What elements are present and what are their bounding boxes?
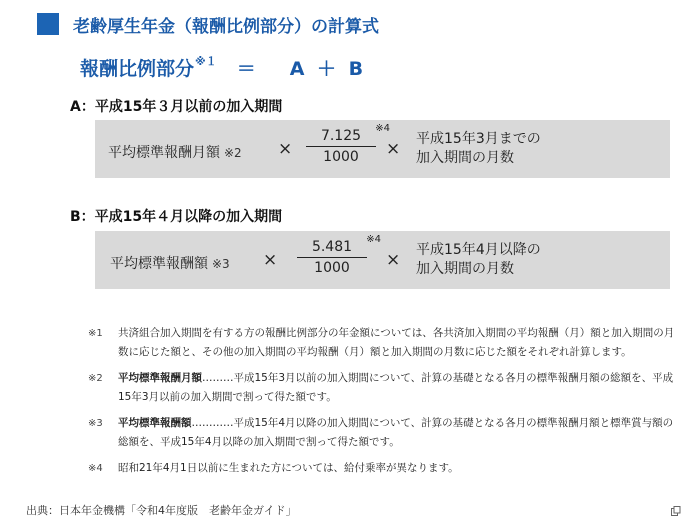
period-a-numerator-value: 7.125 <box>320 128 362 144</box>
period-b-label-text: 平均標準報酬額 <box>110 256 208 272</box>
footnote-2-text: ………平成15年3月以前の加入期間について、計算の基礎となる各月の標準報酬月額の総額を、平成15年3月以前の加入期間で割って得た額です。 <box>118 372 674 403</box>
period-b-numerator <box>297 234 381 258</box>
period-b-times-1: × <box>263 250 278 270</box>
title-marker <box>37 13 59 35</box>
period-a-numerator <box>306 123 390 147</box>
period-b-formula-box <box>95 231 670 289</box>
period-a-label-text: 平均標準報酬月額 <box>108 145 220 161</box>
period-a-times-1: × <box>278 139 293 159</box>
period-b-desc-line1: 平成15年4月以降の <box>416 242 541 258</box>
period-b-times-2: × <box>386 250 401 270</box>
period-a-label-note: ※2 <box>224 146 242 160</box>
period-b-heading: B：平成15年４月以降の加入期間 <box>70 209 283 225</box>
period-b-label <box>110 253 230 273</box>
footnote-4-mark: ※4 <box>88 463 103 474</box>
footnote-3-text: …………平成15年4月以降の加入期間について、計算の基礎となる各月の標準報酬月額と標準賞与額の総額を、平成15年4月以降の加入期間で割って得た額です。 <box>118 417 674 448</box>
period-b-description <box>416 241 541 279</box>
footnote-1 <box>88 324 678 362</box>
source-citation: 出典：日本年金機構「令和4年度版 老齢年金ガイド」 <box>26 504 297 517</box>
period-b-numerator-note: ※4 <box>366 234 381 245</box>
period-b-denominator: 1000 <box>314 260 350 276</box>
period-a-desc-line2: 加入期間の月数 <box>416 150 514 166</box>
period-a-description <box>416 130 541 168</box>
period-a-fraction <box>306 123 390 167</box>
footnotes <box>88 324 678 485</box>
footnote-3-term: 平均標準報酬額 <box>118 417 192 429</box>
footnote-2-mark: ※2 <box>88 373 103 384</box>
formula-rhs: A ＋ B <box>289 57 364 80</box>
footnote-2 <box>88 369 678 407</box>
period-b-desc-line2: 加入期間の月数 <box>416 261 514 277</box>
period-b-fraction <box>297 234 381 278</box>
footnote-4-text: 昭和21年4月1日以前に生まれた方については、給付乗率が異なります。 <box>118 462 459 474</box>
copy-icon[interactable] <box>671 506 681 516</box>
period-a-desc-line1: 平成15年3月までの <box>416 131 541 147</box>
formula-lhs: 報酬比例部分 <box>80 57 195 80</box>
footnote-3 <box>88 414 678 452</box>
main-formula <box>80 52 363 82</box>
period-a-heading: A：平成15年３月以前の加入期間 <box>70 99 283 115</box>
period-a-denominator: 1000 <box>323 149 359 165</box>
period-a-numerator-note: ※4 <box>375 123 390 134</box>
period-b-numerator-value: 5.481 <box>311 239 353 255</box>
footnote-4 <box>88 459 678 478</box>
page-title-text: 老齢厚生年金（報酬比例部分）の計算式 <box>73 16 379 37</box>
formula-equals: ＝ <box>236 57 256 80</box>
formula-lhs-note: ※１ <box>195 55 217 68</box>
footnote-1-mark: ※1 <box>88 328 103 339</box>
period-a-times-2: × <box>386 139 401 159</box>
footnote-3-mark: ※3 <box>88 418 103 429</box>
footnote-2-term: 平均標準報酬月額 <box>118 372 202 384</box>
footnote-1-text: 共済組合加入期間を有する方の報酬比例部分の年金額については、各共済加入期間の平均報酬（月）額と加入期間の月数に応じた額と、その他の加入期間の平均報酬（月）額と加入期間の月数に応じた額をそれぞれ計算します。 <box>118 327 675 358</box>
page-title <box>37 12 379 36</box>
period-b-label-note: ※3 <box>212 257 230 271</box>
period-a-formula-box <box>95 120 670 178</box>
period-a-label <box>108 142 242 162</box>
